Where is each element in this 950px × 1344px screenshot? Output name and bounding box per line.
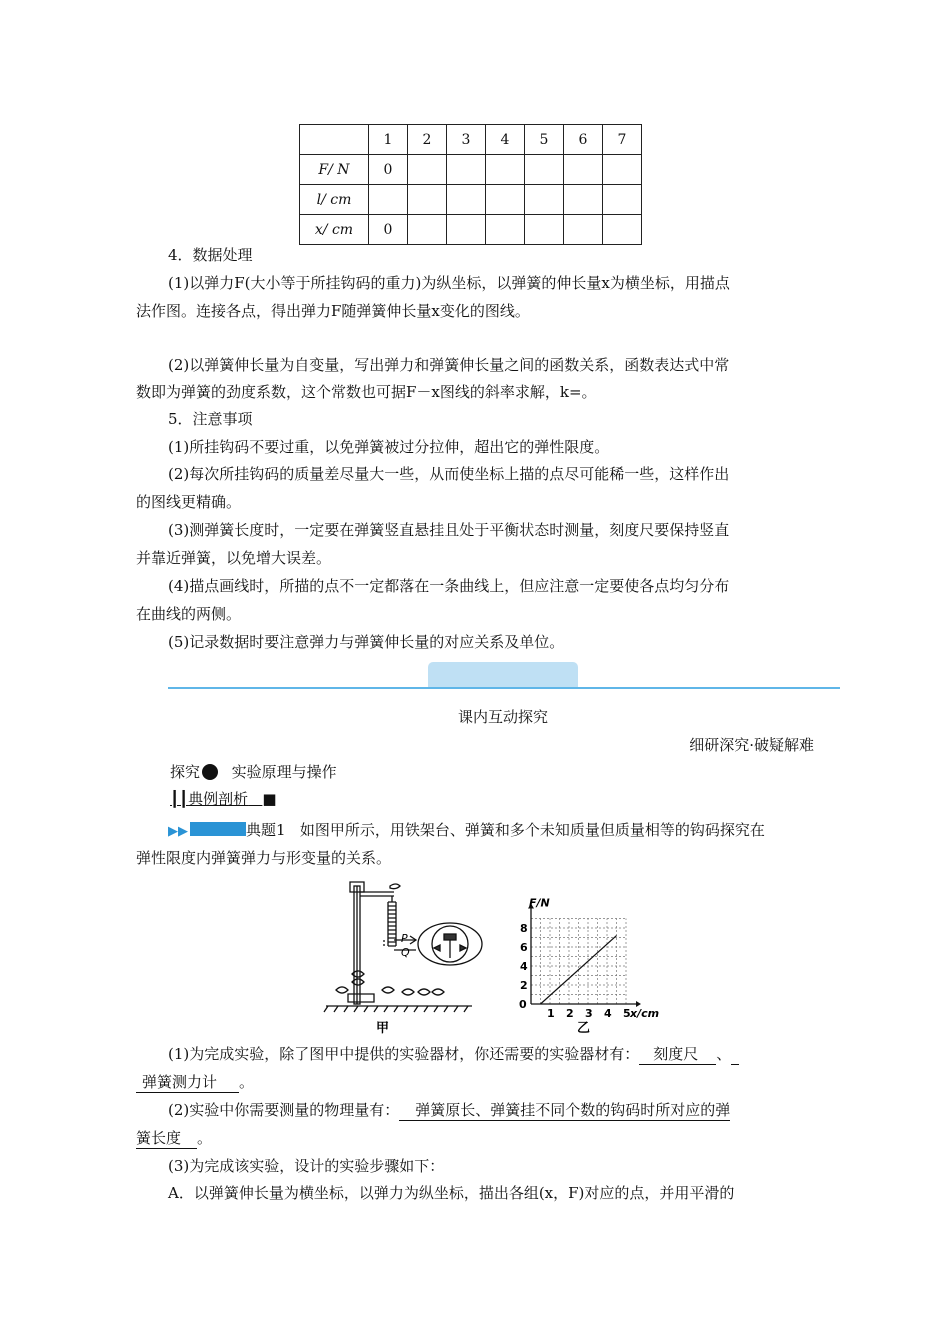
- q1-end: 。: [239, 1073, 255, 1091]
- q1-sep: 、: [716, 1045, 732, 1063]
- table-cell: [486, 155, 525, 185]
- table-cell: [564, 185, 603, 215]
- table-cell: [525, 185, 564, 215]
- data-line: [541, 936, 617, 1004]
- example-label: 典题1: [246, 821, 286, 839]
- section-subtitle: 细研深究·破疑解难: [689, 736, 814, 754]
- answer-2: 弹簧测力计: [136, 1072, 239, 1093]
- table-cell: [564, 155, 603, 185]
- example-line-1: [168, 820, 848, 842]
- note-2b: 的图线更精确。: [136, 493, 242, 511]
- y-axis-label: F/N: [529, 896, 550, 910]
- table-cell: [408, 215, 447, 245]
- table-cell: [603, 185, 642, 215]
- answer-3b: 簧长度: [136, 1128, 197, 1149]
- question-2-cont: [136, 1128, 816, 1149]
- table-cell: [603, 155, 642, 185]
- apparatus-figure: [322, 878, 497, 1036]
- x-tick-label: 1: [547, 1007, 555, 1020]
- q2-text: (2)实验中你需要测量的物理量有：: [168, 1101, 400, 1119]
- q1-text: (1)为完成实验，除了图甲中提供的实验器材，你还需要的实验器材有：: [168, 1045, 640, 1063]
- y-tick-label: 4: [520, 960, 528, 973]
- p-label: P: [401, 932, 408, 945]
- question-1: [136, 1044, 848, 1065]
- example-text-b: 弹性限度内弹簧弹力与形变量的关系。: [136, 849, 392, 867]
- y-tick-label: 8: [520, 922, 528, 935]
- note-2a: (2)每次所挂钩码的质量差尽量大一些，从而使坐标上描的点尽可能稀一些，这样作出: [168, 465, 730, 483]
- table-row: [300, 215, 642, 245]
- origin-label: 0: [519, 998, 527, 1011]
- table-row-label: l/ cm: [300, 185, 369, 215]
- spring-force-chart: [505, 878, 665, 1036]
- table-header-cell: 7: [603, 125, 642, 155]
- question-1-cont: [136, 1072, 816, 1093]
- table-header-cell: 6: [564, 125, 603, 155]
- table-cell: [447, 185, 486, 215]
- table-row-label: x/ cm: [300, 215, 369, 245]
- table-cell: 0: [369, 155, 408, 185]
- x-tick-label: 5: [623, 1007, 631, 1020]
- example-tag-icon: [190, 822, 246, 836]
- answer-1: 刻度尺: [639, 1044, 716, 1065]
- table-row: [300, 155, 642, 185]
- table-header-cell: [300, 125, 369, 155]
- note-5: (5)记录数据时要注意弹力与弹簧伸长量的对应关系及单位。: [168, 633, 565, 651]
- analysis-heading: [170, 789, 850, 809]
- table-cell: [525, 155, 564, 185]
- table-cell: [486, 185, 525, 215]
- s4-paragraph-1b: 法作图。连接各点，得出弹力F随弹簧伸长量x变化的图线。: [136, 302, 530, 320]
- chart-axes: [528, 904, 641, 1008]
- x-tick-label: 3: [585, 1007, 593, 1020]
- y-tick-label: 2: [520, 979, 528, 992]
- answer-3a: 弹簧原长、弹簧挂不同个数的钩码时所对应的弹: [399, 1100, 730, 1121]
- explore-title: 实验原理与操作: [231, 763, 337, 781]
- left-caption: 甲: [376, 1021, 390, 1036]
- q-label: Q: [401, 946, 410, 959]
- square-icon: ■: [262, 790, 277, 808]
- x-axis-label: x/cm: [630, 1007, 660, 1020]
- number-one-icon: [202, 764, 218, 780]
- x-tick-label: 4: [604, 1007, 612, 1020]
- question-2: [136, 1100, 848, 1121]
- note-4b: 在曲线的两侧。: [136, 605, 242, 623]
- explore-heading: [170, 762, 850, 782]
- bar-icon: ┃┃: [170, 790, 189, 808]
- explore-label: 探究: [170, 763, 201, 781]
- s4-paragraph-1a: (1)以弹力F(大小等于所挂钩码的重力)为纵坐标，以弹簧的伸长量x为横坐标，用描点: [168, 274, 730, 292]
- table-header-cell: 5: [525, 125, 564, 155]
- s4-paragraph-2b: 数即为弹簧的劲度系数，这个常数也可据F－x图线的斜率求解，k=。: [136, 383, 597, 401]
- table-cell: [564, 215, 603, 245]
- table-cell: [486, 215, 525, 245]
- q2-end: 。: [197, 1129, 213, 1147]
- section-divider: [168, 687, 840, 689]
- table-cell: [369, 185, 408, 215]
- table-row-label: F/ N: [300, 155, 369, 185]
- table-header-cell: 4: [486, 125, 525, 155]
- question-3: (3)为完成该实验，设计的实验步骤如下：: [168, 1157, 445, 1175]
- step-a: A．以弹簧伸长量为横坐标，以弹力为纵坐标，描出各组(x，F)对应的点，并用平滑的: [168, 1184, 735, 1202]
- section-4-title: 4．数据处理: [168, 246, 253, 264]
- x-tick-label: 2: [566, 1007, 574, 1020]
- table-header-cell: 1: [369, 125, 408, 155]
- table-cell: [447, 215, 486, 245]
- table-row: [300, 185, 642, 215]
- chart-grid: [531, 919, 626, 1005]
- chart-series: [541, 936, 617, 1004]
- section-tab-decoration: [428, 662, 578, 688]
- table-cell: [447, 155, 486, 185]
- table-cell: [408, 155, 447, 185]
- chart-ticks: [520, 922, 631, 1020]
- table-cell: [408, 185, 447, 215]
- table-header-cell: 3: [447, 125, 486, 155]
- example-text-a: 如图甲所示，用铁架台、弹簧和多个未知质量但质量相等的钩码探究在: [299, 821, 765, 839]
- table-header-row: [300, 125, 642, 155]
- y-tick-label: 6: [520, 941, 528, 954]
- table-header-cell: 2: [408, 125, 447, 155]
- note-3b: 并靠近弹簧，以免增大误差。: [136, 549, 332, 567]
- table-cell: [603, 215, 642, 245]
- s4-paragraph-2a: (2)以弹簧伸长量为自变量，写出弹力和弹簧伸长量之间的函数关系，函数表达式中常: [168, 356, 730, 374]
- note-4a: (4)描点画线时，所描的点不一定都落在一条曲线上，但应注意一定要使各点均匀分布: [168, 577, 730, 595]
- section-title: 课内互动探究: [457, 708, 548, 726]
- data-table: [299, 124, 642, 245]
- analysis-label: 典例剖析: [188, 790, 249, 808]
- table-cell: 0: [369, 215, 408, 245]
- double-arrow-icon: ▶▶: [168, 824, 188, 839]
- note-3a: (3)测弹簧长度时，一定要在弹簧竖直悬挂且处于平衡状态时测量，刻度尺要保持竖直: [168, 521, 730, 539]
- table-cell: [525, 215, 564, 245]
- right-caption: 乙: [577, 1021, 591, 1036]
- section-5-title: 5．注意事项: [168, 410, 253, 428]
- note-1: (1)所挂钩码不要过重，以免弹簧被过分拉伸，超出它的弹性限度。: [168, 438, 610, 456]
